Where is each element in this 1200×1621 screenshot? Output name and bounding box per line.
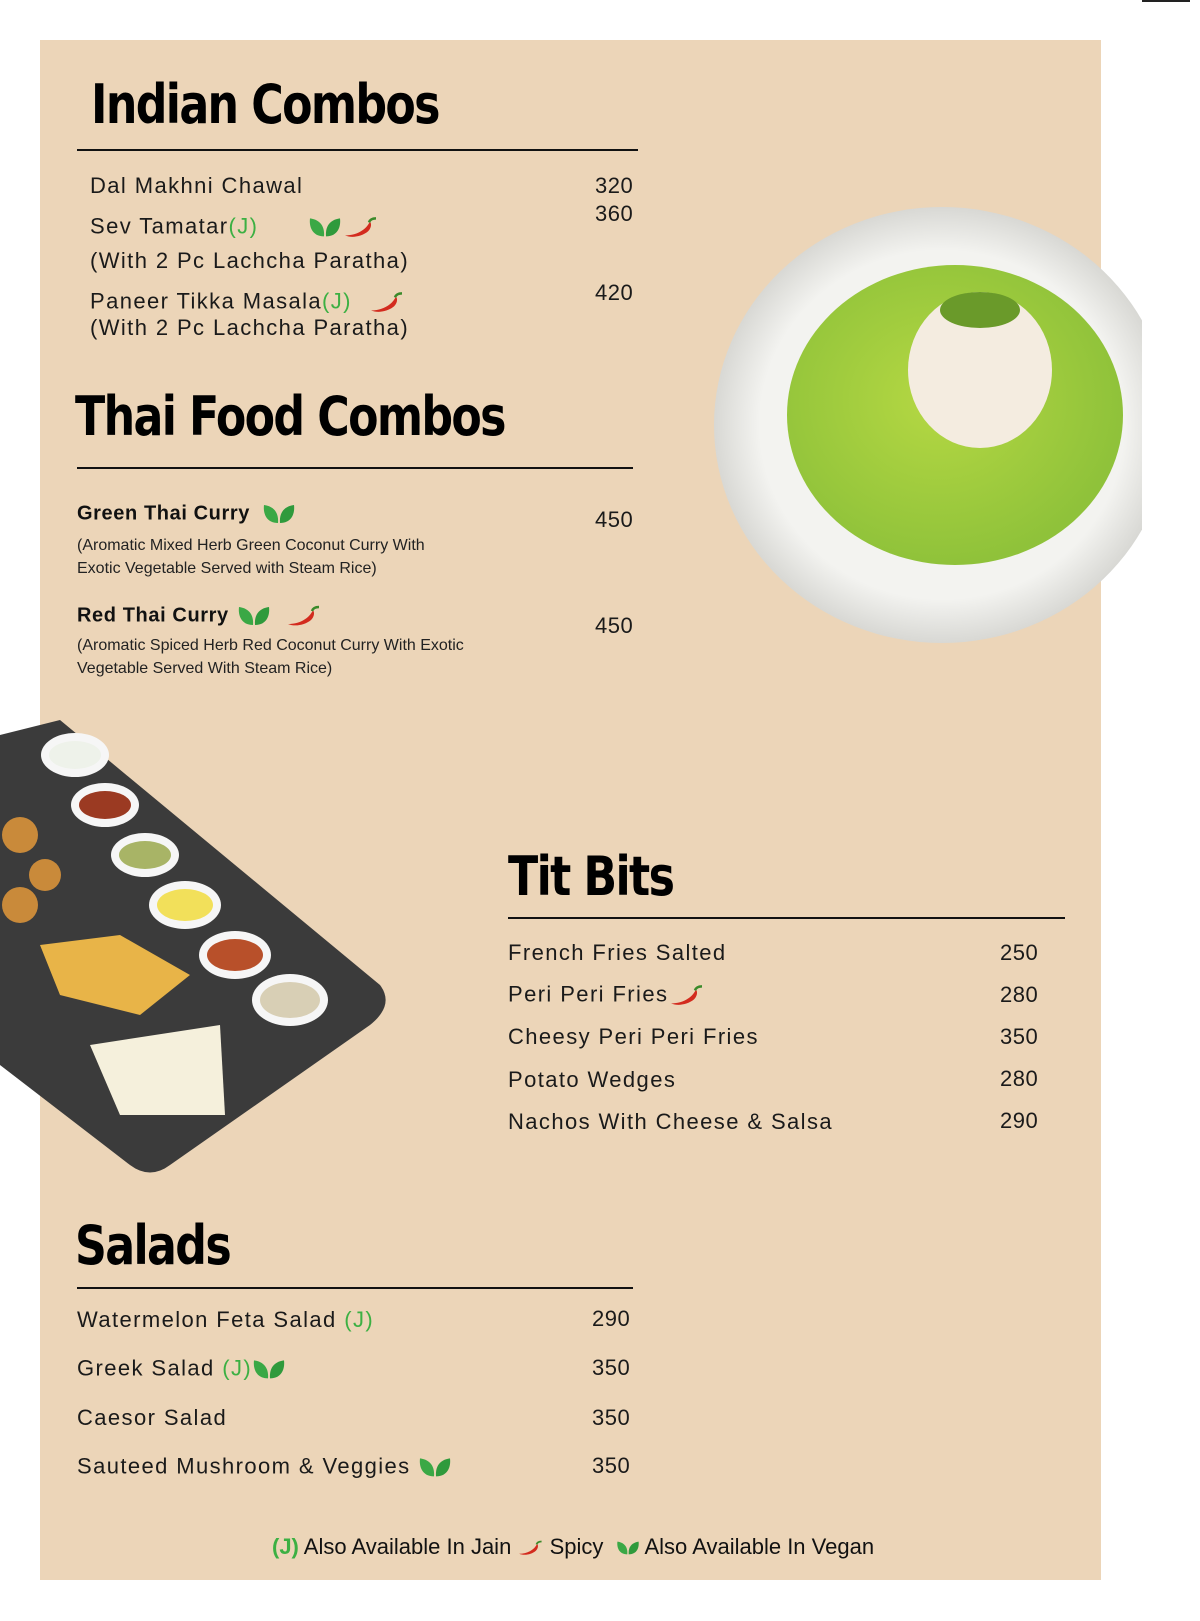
section-title-salads: Salads: [75, 1214, 231, 1277]
menu-item-price: 290: [592, 1306, 631, 1331]
menu-item-price: 350: [1000, 1024, 1039, 1049]
item-name: Sev Tamatar: [90, 213, 229, 239]
menu-item-note: (With 2 Pc Lachcha Paratha): [90, 248, 410, 273]
desc-line: (Aromatic Mixed Herb Green Coconut Curry With: [77, 537, 425, 554]
leaf-icon: [262, 503, 296, 525]
jain-mark: (J): [322, 288, 352, 314]
menu-item-name: [508, 983, 704, 1006]
menu-item-price: 280: [1000, 1066, 1039, 1091]
item-name: Watermelon Feta Salad: [77, 1307, 337, 1332]
tit-bits-platter-photo: [0, 695, 390, 1185]
chili-icon: [285, 605, 321, 627]
menu-item-price: 450: [595, 507, 634, 532]
desc-line: (Aromatic Spiced Herb Red Coconut Curry With Exotic: [77, 637, 464, 654]
jain-mark: (J): [222, 1355, 253, 1381]
item-name: Greek Salad: [77, 1355, 215, 1381]
leaf-icon: [418, 1457, 452, 1479]
divider: [508, 917, 1065, 919]
divider: [77, 1287, 633, 1289]
menu-item-name: [90, 290, 404, 313]
menu-item-name: [77, 503, 296, 525]
chili-icon: [668, 985, 704, 1007]
menu-item-note: (With 2 Pc Lachcha Paratha): [90, 315, 410, 340]
menu-item-name: Nachos With Cheese & Salsa: [508, 1109, 833, 1134]
jain-mark: (J): [344, 1307, 375, 1332]
menu-item-name: [90, 215, 378, 238]
section-title-tit-bits: Tit Bits: [508, 845, 674, 908]
chili-icon: [342, 217, 378, 239]
menu-item-price: 350: [592, 1355, 631, 1380]
legend-vegan-label: Also Available In Vegan: [644, 1534, 875, 1559]
item-name: Sauteed Mushroom & Veggies: [77, 1453, 411, 1479]
menu-item-price: 280: [1000, 982, 1039, 1007]
item-name: Red Thai Curry: [77, 604, 229, 627]
menu-item-price: 420: [595, 280, 634, 305]
jain-mark: (J): [272, 1534, 299, 1559]
menu-item-price: 320: [595, 173, 634, 198]
menu-item-name: [77, 1455, 452, 1478]
desc-line: Vegetable Served With Steam Rice): [77, 660, 333, 677]
menu-item-price: 250: [1000, 940, 1039, 965]
menu-item-price: 360: [595, 201, 634, 226]
legend-jain-label: Also Available In Jain: [303, 1534, 512, 1559]
desc-line: Exotic Vegetable Served with Steam Rice): [77, 560, 377, 577]
leaf-icon: [616, 1540, 640, 1556]
green-thai-curry-photo: [710, 205, 1142, 645]
item-name: Green Thai Curry: [77, 502, 250, 525]
menu-item-name: Cheesy Peri Peri Fries: [508, 1024, 759, 1049]
leaf-icon: [237, 605, 271, 627]
legend: [272, 1536, 874, 1558]
menu-item-name: Potato Wedges: [508, 1067, 677, 1092]
menu-item-name: [77, 1357, 286, 1380]
menu-item-price: 290: [1000, 1108, 1039, 1133]
menu-item-description: [77, 534, 425, 580]
section-title-thai-food-combos: Thai Food Combos: [75, 385, 505, 448]
section-title-indian-combos: Indian Combos: [91, 73, 439, 136]
jain-mark: (J): [228, 213, 259, 239]
menu-item-name: Caesor Salad: [77, 1405, 228, 1430]
menu-item-name: [77, 1309, 374, 1331]
menu-item-description: [77, 634, 464, 680]
menu-item-name: [77, 605, 321, 627]
menu-item-price: 350: [592, 1453, 631, 1478]
menu-item-price: 350: [592, 1405, 631, 1430]
menu-item-name: Dal Makhni Chawal: [90, 173, 304, 198]
menu-item-price: 450: [595, 613, 634, 638]
leaf-icon: [308, 217, 342, 239]
item-name: Paneer Tikka Masala: [90, 288, 323, 314]
chili-icon: [368, 292, 404, 314]
legend-spicy-label: Spicy: [549, 1534, 604, 1559]
divider: [77, 149, 638, 151]
corner-line: [1142, 0, 1190, 2]
menu-item-name: French Fries Salted: [508, 940, 727, 965]
leaf-icon: [252, 1359, 286, 1381]
divider: [77, 467, 633, 469]
item-name: Peri Peri Fries: [508, 981, 669, 1007]
chili-icon: [517, 1539, 543, 1557]
